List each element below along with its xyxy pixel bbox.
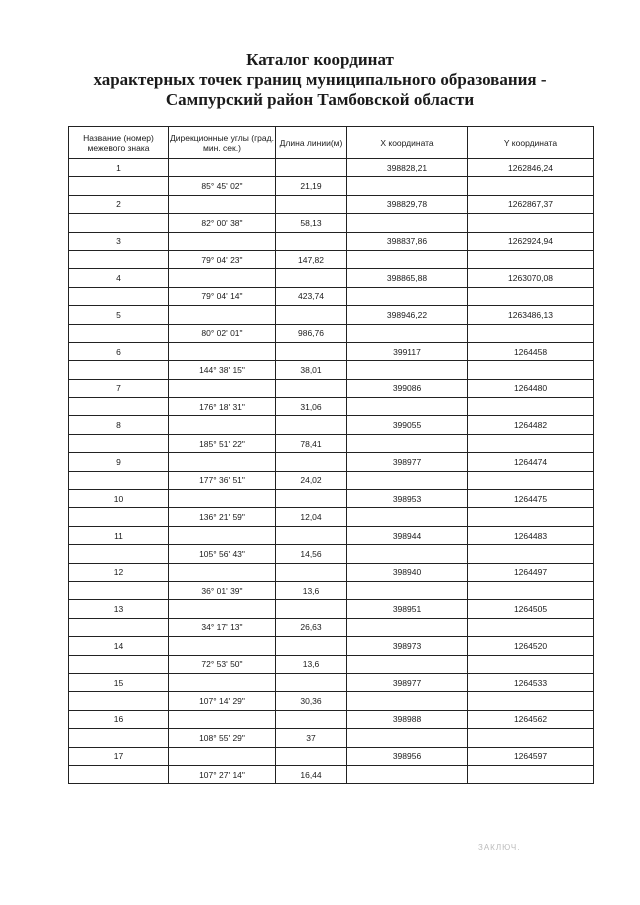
empty-cell — [69, 508, 169, 526]
empty-cell — [347, 729, 468, 747]
segment-row — [69, 361, 594, 379]
empty-cell — [169, 600, 276, 618]
point-name: 11 — [69, 526, 169, 544]
empty-cell — [468, 398, 594, 416]
segment-angle: 82° 00' 38" — [169, 214, 276, 232]
segment-angle: 136° 21' 59" — [169, 508, 276, 526]
point-x: 398988 — [347, 710, 468, 728]
empty-cell — [347, 398, 468, 416]
segment-row — [69, 692, 594, 710]
empty-cell — [468, 214, 594, 232]
empty-cell — [347, 765, 468, 783]
point-row — [69, 159, 594, 177]
point-name: 5 — [69, 306, 169, 324]
point-y: 1264483 — [468, 526, 594, 544]
segment-row — [69, 250, 594, 268]
point-x: 398828,21 — [347, 159, 468, 177]
point-name: 3 — [69, 232, 169, 250]
empty-cell — [69, 398, 169, 416]
empty-cell — [169, 710, 276, 728]
empty-cell — [468, 434, 594, 452]
document-title — [0, 50, 640, 110]
segment-length: 12,04 — [276, 508, 347, 526]
point-row — [69, 747, 594, 765]
point-row — [69, 269, 594, 287]
empty-cell — [69, 324, 169, 342]
point-y: 1262846,24 — [468, 159, 594, 177]
segment-angle: 107° 27' 14" — [169, 765, 276, 783]
segment-row — [69, 618, 594, 636]
point-name: 4 — [69, 269, 169, 287]
empty-cell — [276, 306, 347, 324]
empty-cell — [169, 232, 276, 250]
empty-cell — [347, 581, 468, 599]
segment-angle: 79° 04' 14" — [169, 287, 276, 305]
point-x: 398865,88 — [347, 269, 468, 287]
segment-angle: 107° 14' 29" — [169, 692, 276, 710]
point-row — [69, 379, 594, 397]
point-x: 398977 — [347, 453, 468, 471]
empty-cell — [276, 563, 347, 581]
header-y: Y координата — [468, 127, 594, 159]
empty-cell — [69, 287, 169, 305]
segment-length: 37 — [276, 729, 347, 747]
segment-length: 986,76 — [276, 324, 347, 342]
point-x: 399055 — [347, 416, 468, 434]
empty-cell — [169, 306, 276, 324]
empty-cell — [169, 195, 276, 213]
empty-cell — [468, 361, 594, 379]
empty-cell — [468, 692, 594, 710]
empty-cell — [347, 618, 468, 636]
empty-cell — [169, 637, 276, 655]
empty-cell — [347, 434, 468, 452]
segment-row — [69, 287, 594, 305]
header-x: X координата — [347, 127, 468, 159]
point-row — [69, 563, 594, 581]
segment-angle: 36° 01' 39" — [169, 581, 276, 599]
empty-cell — [468, 581, 594, 599]
empty-cell — [169, 342, 276, 360]
empty-cell — [468, 287, 594, 305]
empty-cell — [276, 416, 347, 434]
empty-cell — [276, 453, 347, 471]
empty-cell — [69, 361, 169, 379]
segment-length: 147,82 — [276, 250, 347, 268]
point-x: 398940 — [347, 563, 468, 581]
point-row — [69, 526, 594, 544]
empty-cell — [347, 655, 468, 673]
empty-cell — [468, 250, 594, 268]
point-name: 16 — [69, 710, 169, 728]
point-name: 8 — [69, 416, 169, 434]
empty-cell — [347, 545, 468, 563]
point-row — [69, 490, 594, 508]
point-name: 13 — [69, 600, 169, 618]
empty-cell — [468, 324, 594, 342]
segment-angle: 79° 04' 23" — [169, 250, 276, 268]
point-row — [69, 710, 594, 728]
empty-cell — [468, 508, 594, 526]
point-row — [69, 416, 594, 434]
segment-length: 13,6 — [276, 655, 347, 673]
empty-cell — [169, 379, 276, 397]
empty-cell — [69, 214, 169, 232]
empty-cell — [276, 232, 347, 250]
empty-cell — [276, 673, 347, 691]
empty-cell — [169, 490, 276, 508]
title-line-3: Сампурский район Тамбовской области — [165, 90, 475, 109]
segment-angle: 80° 02' 01" — [169, 324, 276, 342]
segment-angle: 108° 55' 29" — [169, 729, 276, 747]
segment-angle: 144° 38' 15" — [169, 361, 276, 379]
point-y: 1264475 — [468, 490, 594, 508]
empty-cell — [69, 471, 169, 489]
point-y: 1264562 — [468, 710, 594, 728]
point-y: 1262924,94 — [468, 232, 594, 250]
empty-cell — [347, 692, 468, 710]
segment-length: 13,6 — [276, 581, 347, 599]
point-name: 1 — [69, 159, 169, 177]
empty-cell — [347, 508, 468, 526]
header-length: Длина линии(м) — [276, 127, 347, 159]
empty-cell — [276, 195, 347, 213]
empty-cell — [276, 159, 347, 177]
empty-cell — [169, 526, 276, 544]
point-name: 17 — [69, 747, 169, 765]
segment-row — [69, 765, 594, 783]
empty-cell — [169, 563, 276, 581]
header-row — [69, 127, 594, 159]
point-x: 398951 — [347, 600, 468, 618]
point-row — [69, 195, 594, 213]
segment-length: 16,44 — [276, 765, 347, 783]
point-name: 12 — [69, 563, 169, 581]
point-row — [69, 673, 594, 691]
point-y: 1264533 — [468, 673, 594, 691]
empty-cell — [468, 545, 594, 563]
point-x: 398953 — [347, 490, 468, 508]
empty-cell — [468, 471, 594, 489]
point-y: 1262867,37 — [468, 195, 594, 213]
empty-cell — [69, 618, 169, 636]
empty-cell — [276, 637, 347, 655]
empty-cell — [169, 747, 276, 765]
point-name: 6 — [69, 342, 169, 360]
empty-cell — [169, 673, 276, 691]
point-name: 10 — [69, 490, 169, 508]
segment-row — [69, 729, 594, 747]
empty-cell — [169, 159, 276, 177]
title-line-2: характерных точек границ муниципального образования - — [93, 70, 547, 89]
empty-cell — [276, 710, 347, 728]
segment-angle: 177° 36' 51" — [169, 471, 276, 489]
point-y: 1264474 — [468, 453, 594, 471]
footnote: ЗАКЛЮЧ. — [478, 843, 521, 852]
empty-cell — [169, 453, 276, 471]
empty-cell — [276, 526, 347, 544]
point-row — [69, 600, 594, 618]
empty-cell — [169, 416, 276, 434]
empty-cell — [69, 655, 169, 673]
segment-row — [69, 177, 594, 195]
empty-cell — [347, 287, 468, 305]
segment-angle: 105° 56' 43" — [169, 545, 276, 563]
point-row — [69, 342, 594, 360]
segment-row — [69, 545, 594, 563]
empty-cell — [347, 250, 468, 268]
point-y: 1264480 — [468, 379, 594, 397]
point-name: 15 — [69, 673, 169, 691]
point-name: 14 — [69, 637, 169, 655]
table-body — [69, 159, 594, 784]
point-y: 1264497 — [468, 563, 594, 581]
empty-cell — [69, 581, 169, 599]
point-row — [69, 637, 594, 655]
title-line-1: Каталог координат — [246, 50, 394, 69]
point-y: 1263070,08 — [468, 269, 594, 287]
point-x: 399117 — [347, 342, 468, 360]
empty-cell — [276, 269, 347, 287]
point-name: 9 — [69, 453, 169, 471]
point-x: 398829,78 — [347, 195, 468, 213]
segment-row — [69, 214, 594, 232]
point-x: 398977 — [347, 673, 468, 691]
empty-cell — [468, 618, 594, 636]
segment-length: 58,13 — [276, 214, 347, 232]
segment-length: 423,74 — [276, 287, 347, 305]
empty-cell — [276, 379, 347, 397]
segment-row — [69, 471, 594, 489]
point-row — [69, 453, 594, 471]
empty-cell — [347, 324, 468, 342]
segment-row — [69, 324, 594, 342]
segment-length: 78,41 — [276, 434, 347, 452]
segment-angle: 85° 45' 02" — [169, 177, 276, 195]
header-angle: Дирекционные углы (град. мин. сек.) — [169, 127, 276, 159]
empty-cell — [347, 361, 468, 379]
point-y: 1264458 — [468, 342, 594, 360]
empty-cell — [69, 250, 169, 268]
point-x: 398946,22 — [347, 306, 468, 324]
segment-length: 24,02 — [276, 471, 347, 489]
point-row — [69, 306, 594, 324]
segment-angle: 34° 17' 13" — [169, 618, 276, 636]
empty-cell — [69, 729, 169, 747]
point-y: 1264520 — [468, 637, 594, 655]
segment-length: 38,01 — [276, 361, 347, 379]
empty-cell — [347, 214, 468, 232]
empty-cell — [276, 490, 347, 508]
segment-length: 14,56 — [276, 545, 347, 563]
segment-row — [69, 398, 594, 416]
coordinates-table — [68, 126, 594, 784]
empty-cell — [468, 765, 594, 783]
empty-cell — [276, 342, 347, 360]
segment-angle: 72° 53' 50" — [169, 655, 276, 673]
point-y: 1264505 — [468, 600, 594, 618]
empty-cell — [347, 471, 468, 489]
point-x: 398956 — [347, 747, 468, 765]
empty-cell — [69, 545, 169, 563]
segment-length: 26,63 — [276, 618, 347, 636]
empty-cell — [169, 269, 276, 287]
segment-row — [69, 581, 594, 599]
point-x: 398944 — [347, 526, 468, 544]
point-x: 399086 — [347, 379, 468, 397]
point-row — [69, 232, 594, 250]
empty-cell — [276, 600, 347, 618]
point-y: 1264597 — [468, 747, 594, 765]
empty-cell — [468, 729, 594, 747]
segment-row — [69, 434, 594, 452]
segment-row — [69, 655, 594, 673]
segment-length: 21,19 — [276, 177, 347, 195]
point-x: 398973 — [347, 637, 468, 655]
header-name: Название (номер) межевого знака — [69, 127, 169, 159]
point-y: 1264482 — [468, 416, 594, 434]
segment-row — [69, 508, 594, 526]
empty-cell — [69, 434, 169, 452]
empty-cell — [69, 765, 169, 783]
point-name: 2 — [69, 195, 169, 213]
segment-angle: 185° 51' 22" — [169, 434, 276, 452]
segment-length: 31,06 — [276, 398, 347, 416]
empty-cell — [468, 655, 594, 673]
empty-cell — [468, 177, 594, 195]
point-x: 398837,86 — [347, 232, 468, 250]
segment-angle: 176° 18' 31" — [169, 398, 276, 416]
empty-cell — [69, 692, 169, 710]
empty-cell — [347, 177, 468, 195]
point-y: 1263486,13 — [468, 306, 594, 324]
empty-cell — [69, 177, 169, 195]
point-name: 7 — [69, 379, 169, 397]
empty-cell — [276, 747, 347, 765]
segment-length: 30,36 — [276, 692, 347, 710]
